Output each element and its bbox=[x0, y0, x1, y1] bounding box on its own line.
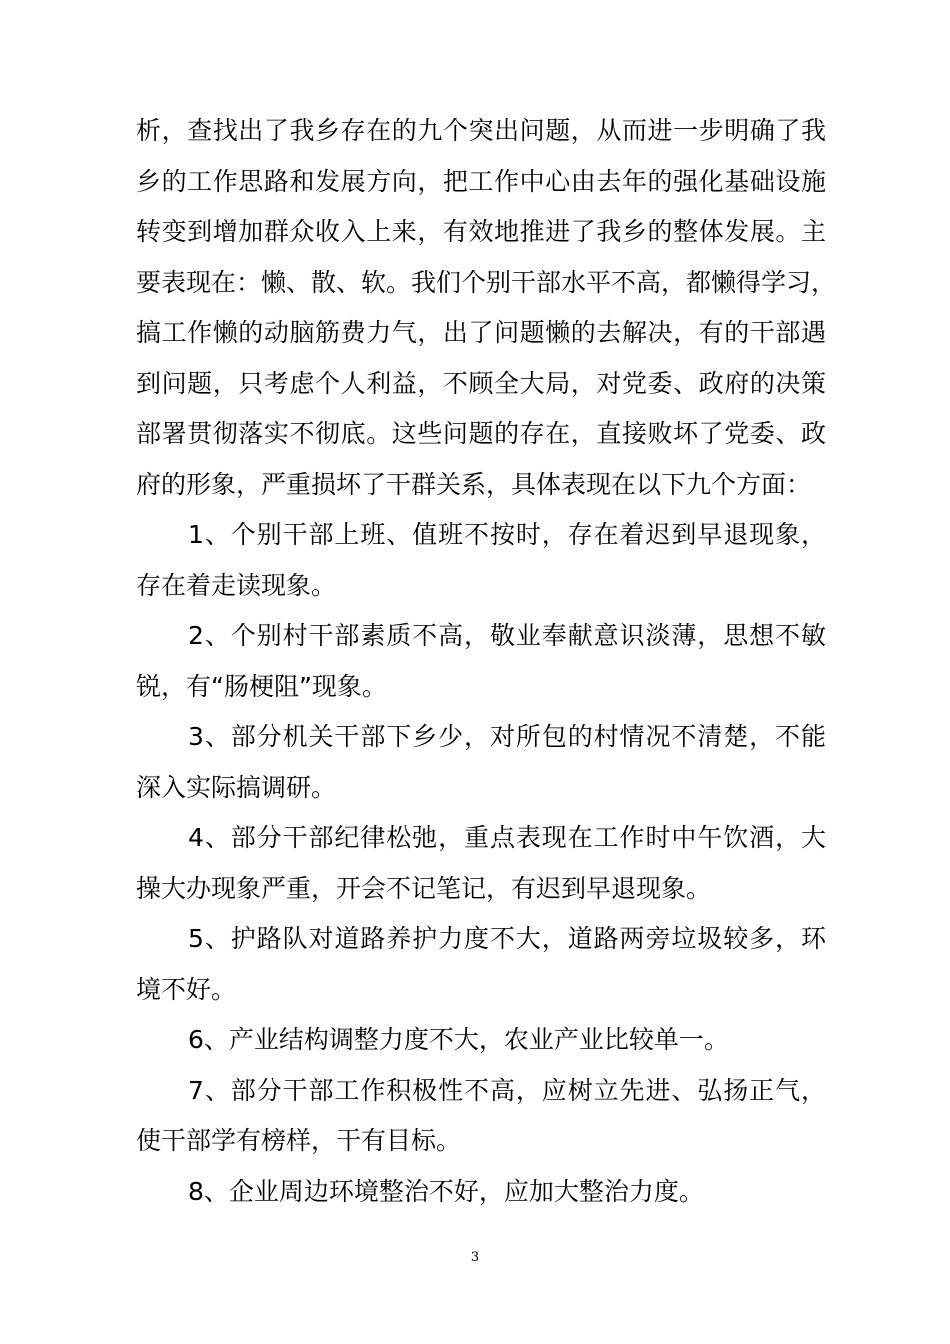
text-line: 府的形象，严重损坏了干群关系，具体表现在以下九个方面： bbox=[136, 469, 812, 499]
text-line: 4、部分干部纪律松弛，重点表现在工作时中午饮酒，大 bbox=[188, 823, 826, 852]
text-line: 到问题，只考虑个人利益，不顾全大局，对党委、政府的决策 bbox=[136, 368, 826, 398]
text-line: 部署贯彻落实不彻底。这些问题的存在，直接败坏了党委、政 bbox=[136, 419, 826, 448]
text-line: 转变到增加群众收入上来，有效地推进了我乡的整体发展。主 bbox=[136, 217, 826, 246]
text-line: 析，查找出了我乡存在的九个突出问题，从而进一步明确了我 bbox=[136, 116, 826, 145]
text-line: 境不好。 bbox=[136, 974, 237, 1004]
text-line: 锐，有“肠梗阻”现象。 bbox=[136, 671, 387, 701]
text-line: 3、部分机关干部下乡少，对所包的村情况不清楚，不能 bbox=[188, 722, 826, 751]
text-line: 使干部学有榜样，干有目标。 bbox=[136, 1126, 462, 1155]
text-line: 乡的工作思路和发展方向，把工作中心由去年的强化基础设施 bbox=[136, 166, 826, 196]
text-line: 5、护路队对道路养护力度不大，道路两旁垃圾较多，环 bbox=[188, 924, 826, 953]
text-line: 7、部分干部工作积极性不高，应树立先进、弘扬正气， bbox=[188, 1075, 826, 1105]
text-line: 1、个别干部上班、值班不按时，存在着迟到早退现象， bbox=[188, 520, 826, 549]
text-line: 2、个别村干部素质不高，敬业奉献意识淡薄，思想不敏 bbox=[188, 621, 826, 650]
page-number: 3 bbox=[470, 1250, 480, 1265]
text-line: 深入实际搞调研。 bbox=[136, 772, 337, 802]
text-line: 要表现在：懒、散、软。我们个别干部水平不高，都懒得学习， bbox=[136, 267, 837, 297]
body-text bbox=[136, 106, 837, 1217]
text-line: 8、企业周边环境整治不好，应加大整治力度。 bbox=[188, 1176, 704, 1206]
text-line: 搞工作懒的动脑筋费力气，出了问题懒的去解决，有的干部遇 bbox=[136, 318, 826, 347]
text-line: 存在着走读现象。 bbox=[136, 570, 337, 600]
text-line: 操大办现象严重，开会不记笔记，有迟到早退现象。 bbox=[136, 873, 712, 903]
text-line: 6、产业结构调整力度不大，农业产业比较单一。 bbox=[188, 1025, 729, 1054]
